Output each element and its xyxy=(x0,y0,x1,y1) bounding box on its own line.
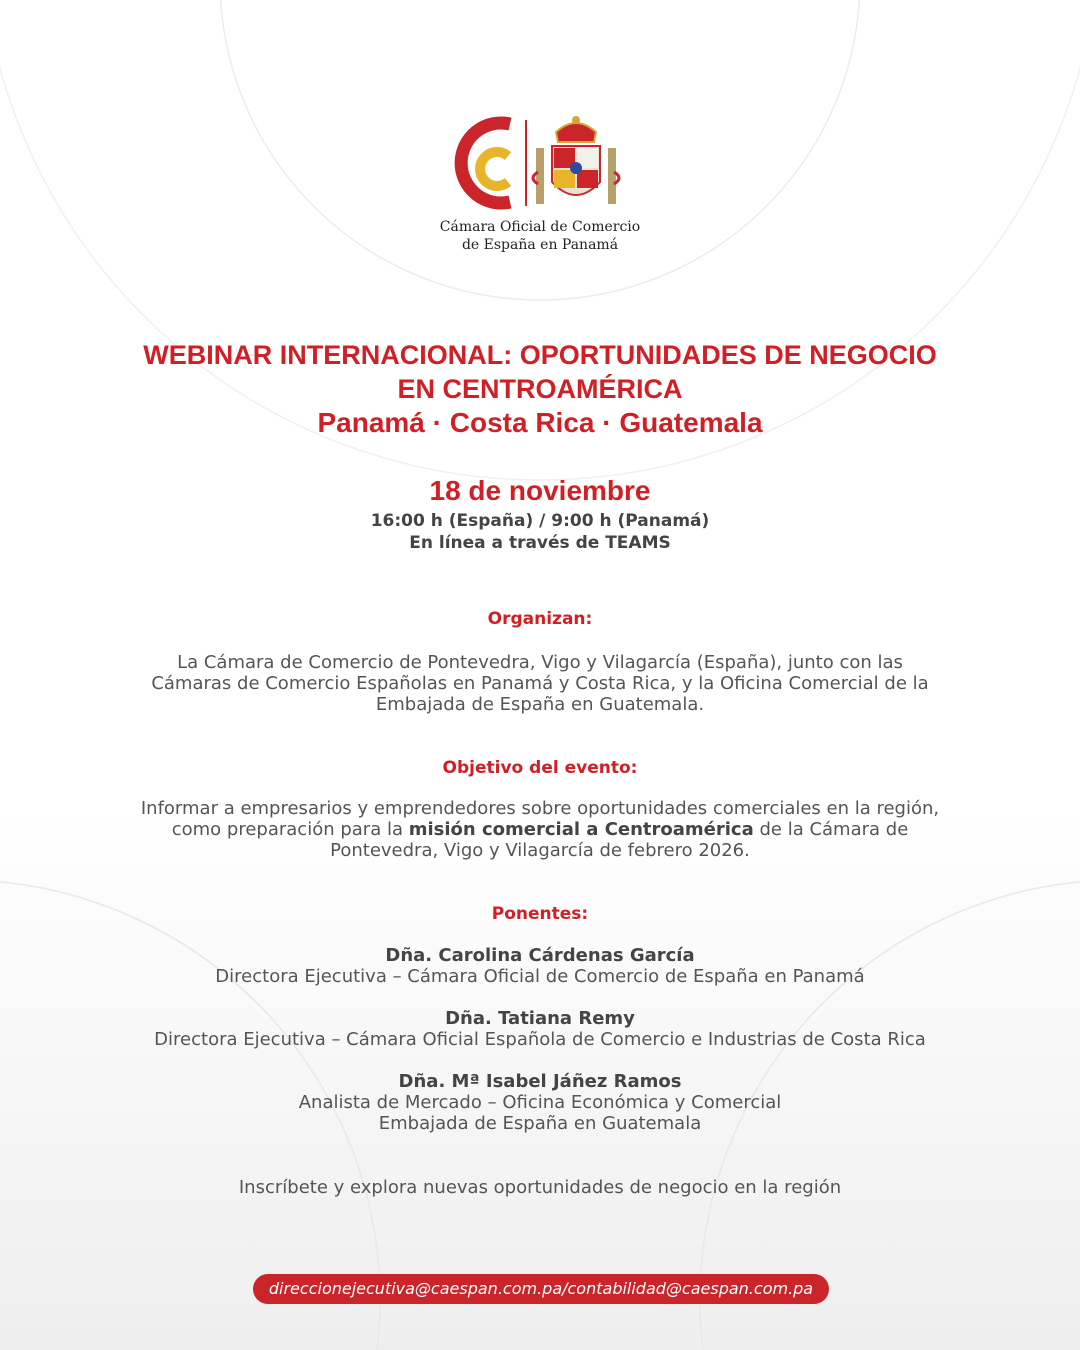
organizers-line2: Cámaras de Comercio Españolas en Panamá y Costa Rica, y la Oficina Comercial de la xyxy=(151,673,929,694)
organizers-line3: Embajada de España en Guatemala. xyxy=(375,694,705,715)
speaker-name: Dña. Carolina Cárdenas García xyxy=(385,945,695,966)
speaker-role: Directora Ejecutiva – Cámara Oficial Española de Comercio e Industrias de Costa Rica xyxy=(154,1029,926,1050)
objective-line2-end: de la Cámara de xyxy=(753,819,909,840)
speakers-heading: Ponentes: xyxy=(491,904,589,924)
objective-line2-start: como preparación para la xyxy=(171,819,409,840)
call-to-action: Inscríbete y explora nuevas oportunidades de negocio en la región xyxy=(238,1177,842,1198)
objective-line1: Informar a empresarios y emprendedores sobre oportunidades comerciales en la región, xyxy=(140,798,940,819)
speaker-role: Directora Ejecutiva – Cámara Oficial de Comercio de España en Panamá xyxy=(215,966,865,987)
objective-highlight: misión comercial a Centroamérica xyxy=(408,819,754,840)
speaker-3 xyxy=(60,1071,1020,1134)
event-date: 18 de noviembre xyxy=(429,475,651,506)
organizers-heading: Organizan: xyxy=(487,609,593,629)
chamber-logo xyxy=(448,112,638,212)
event-title xyxy=(60,338,1020,440)
event-title-line2: EN CENTROAMÉRICA xyxy=(397,374,683,404)
objective-line2 xyxy=(60,819,1020,840)
event-countries: Panamá · Costa Rica · Guatemala xyxy=(317,407,763,438)
chamber-cc-logo-icon xyxy=(448,112,638,212)
event-title-line1: WEBINAR INTERNACIONAL: OPORTUNIDADES DE NEGOCIO xyxy=(143,340,937,370)
organizers-line1: La Cámara de Comercio de Pontevedra, Vigo y Vilagarcía (España), junto con las xyxy=(177,652,903,673)
objective-text xyxy=(60,798,1020,861)
objective-heading: Objetivo del evento: xyxy=(442,758,638,778)
event-platform: En línea a través de TEAMS xyxy=(409,533,671,553)
organization-name-line1: Cámara Oficial de Comercio xyxy=(439,219,641,235)
event-time: 16:00 h (España) / 9:00 h (Panamá) xyxy=(370,511,710,531)
objective-line3: Pontevedra, Vigo y Vilagarcía de febrero 2026. xyxy=(330,840,750,861)
contact-email-link[interactable]: direccionejecutiva@caespan.com.pa/contabilidad@caespan.com.pa xyxy=(253,1274,829,1304)
coat-of-arms-icon xyxy=(533,116,619,204)
event-schedule xyxy=(60,510,1020,554)
organization-name-line2: de España en Panamá xyxy=(461,237,619,253)
organizers-text xyxy=(60,652,1020,715)
speaker-role: Analista de Mercado – Oficina Económica y Comercial xyxy=(298,1092,782,1113)
speaker-role-line2: Embajada de España en Guatemala xyxy=(378,1113,702,1134)
organization-name xyxy=(390,218,690,254)
speaker-name: Dña. Mª Isabel Jáñez Ramos xyxy=(398,1071,682,1092)
speaker-1 xyxy=(60,945,1020,987)
speaker-name: Dña. Tatiana Remy xyxy=(445,1008,635,1029)
speaker-2 xyxy=(60,1008,1020,1050)
